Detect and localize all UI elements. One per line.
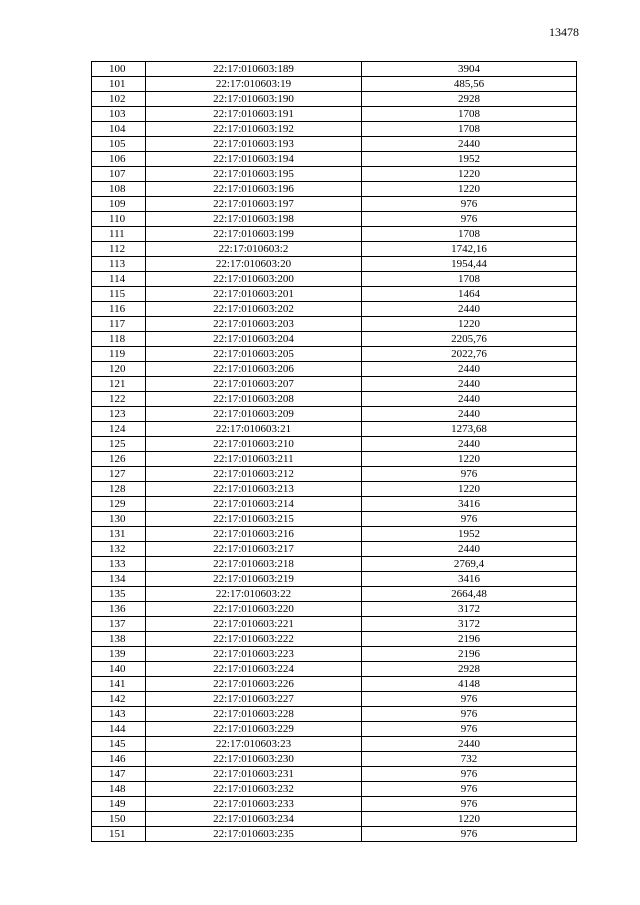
area-cell: 1220 bbox=[362, 812, 577, 827]
area-cell: 976 bbox=[362, 692, 577, 707]
area-cell: 976 bbox=[362, 782, 577, 797]
cadastral-number-cell: 22:17:010603:198 bbox=[146, 212, 362, 227]
row-number-cell: 133 bbox=[92, 557, 146, 572]
area-cell: 2205,76 bbox=[362, 332, 577, 347]
row-number-cell: 120 bbox=[92, 362, 146, 377]
table-row bbox=[92, 542, 577, 557]
cadastral-number-cell: 22:17:010603:235 bbox=[146, 827, 362, 842]
cadastral-number-cell: 22:17:010603:195 bbox=[146, 167, 362, 182]
row-number-cell: 148 bbox=[92, 782, 146, 797]
table-row bbox=[92, 452, 577, 467]
cadastral-number-cell: 22:17:010603:207 bbox=[146, 377, 362, 392]
cadastral-number-cell: 22:17:010603:196 bbox=[146, 182, 362, 197]
row-number-cell: 138 bbox=[92, 632, 146, 647]
area-cell: 1220 bbox=[362, 317, 577, 332]
cadastral-number-cell: 22:17:010603:22 bbox=[146, 587, 362, 602]
area-cell: 1273,68 bbox=[362, 422, 577, 437]
table-row bbox=[92, 827, 577, 842]
row-number-cell: 129 bbox=[92, 497, 146, 512]
table-row bbox=[92, 152, 577, 167]
cadastral-number-cell: 22:17:010603:218 bbox=[146, 557, 362, 572]
cadastral-number-cell: 22:17:010603:191 bbox=[146, 107, 362, 122]
table-row bbox=[92, 557, 577, 572]
row-number-cell: 128 bbox=[92, 482, 146, 497]
row-number-cell: 134 bbox=[92, 572, 146, 587]
row-number-cell: 115 bbox=[92, 287, 146, 302]
area-cell: 2440 bbox=[362, 542, 577, 557]
area-cell: 1708 bbox=[362, 122, 577, 137]
row-number-cell: 124 bbox=[92, 422, 146, 437]
row-number-cell: 140 bbox=[92, 662, 146, 677]
row-number-cell: 107 bbox=[92, 167, 146, 182]
area-cell: 3172 bbox=[362, 617, 577, 632]
row-number-cell: 106 bbox=[92, 152, 146, 167]
table-row bbox=[92, 767, 577, 782]
area-cell: 2928 bbox=[362, 92, 577, 107]
table-row bbox=[92, 107, 577, 122]
cadastral-number-cell: 22:17:010603:223 bbox=[146, 647, 362, 662]
table-row bbox=[92, 407, 577, 422]
table-row bbox=[92, 647, 577, 662]
area-cell: 1952 bbox=[362, 527, 577, 542]
row-number-cell: 103 bbox=[92, 107, 146, 122]
row-number-cell: 126 bbox=[92, 452, 146, 467]
cadastral-number-cell: 22:17:010603:201 bbox=[146, 287, 362, 302]
area-cell: 1220 bbox=[362, 167, 577, 182]
area-cell: 2928 bbox=[362, 662, 577, 677]
table-row bbox=[92, 122, 577, 137]
table-row bbox=[92, 62, 577, 77]
area-cell: 1220 bbox=[362, 182, 577, 197]
area-cell: 1954,44 bbox=[362, 257, 577, 272]
row-number-cell: 100 bbox=[92, 62, 146, 77]
area-cell: 2196 bbox=[362, 632, 577, 647]
table-row bbox=[92, 587, 577, 602]
area-cell: 2440 bbox=[362, 392, 577, 407]
row-number-cell: 125 bbox=[92, 437, 146, 452]
cadastral-number-cell: 22:17:010603:190 bbox=[146, 92, 362, 107]
area-cell: 1708 bbox=[362, 227, 577, 242]
row-number-cell: 123 bbox=[92, 407, 146, 422]
cadastral-number-cell: 22:17:010603:215 bbox=[146, 512, 362, 527]
area-cell: 976 bbox=[362, 197, 577, 212]
table-row bbox=[92, 677, 577, 692]
area-cell: 2769,4 bbox=[362, 557, 577, 572]
row-number-cell: 136 bbox=[92, 602, 146, 617]
area-cell: 2440 bbox=[362, 362, 577, 377]
table-row bbox=[92, 572, 577, 587]
cadastral-number-cell: 22:17:010603:193 bbox=[146, 137, 362, 152]
cadastral-number-cell: 22:17:010603:2 bbox=[146, 242, 362, 257]
area-cell: 1708 bbox=[362, 107, 577, 122]
area-cell: 1708 bbox=[362, 272, 577, 287]
area-cell: 976 bbox=[362, 212, 577, 227]
cadastral-number-cell: 22:17:010603:234 bbox=[146, 812, 362, 827]
area-cell: 3172 bbox=[362, 602, 577, 617]
area-cell: 2440 bbox=[362, 407, 577, 422]
row-number-cell: 150 bbox=[92, 812, 146, 827]
row-number-cell: 114 bbox=[92, 272, 146, 287]
table-row bbox=[92, 737, 577, 752]
cadastral-number-cell: 22:17:010603:231 bbox=[146, 767, 362, 782]
cadastral-number-cell: 22:17:010603:224 bbox=[146, 662, 362, 677]
row-number-cell: 116 bbox=[92, 302, 146, 317]
cadastral-number-cell: 22:17:010603:220 bbox=[146, 602, 362, 617]
table-row bbox=[92, 317, 577, 332]
cadastral-number-cell: 22:17:010603:214 bbox=[146, 497, 362, 512]
row-number-cell: 131 bbox=[92, 527, 146, 542]
row-number-cell: 111 bbox=[92, 227, 146, 242]
row-number-cell: 141 bbox=[92, 677, 146, 692]
row-number-cell: 135 bbox=[92, 587, 146, 602]
area-cell: 1742,16 bbox=[362, 242, 577, 257]
row-number-cell: 143 bbox=[92, 707, 146, 722]
area-cell: 3904 bbox=[362, 62, 577, 77]
table-row bbox=[92, 662, 577, 677]
table-row bbox=[92, 92, 577, 107]
area-cell: 3416 bbox=[362, 497, 577, 512]
table-row bbox=[92, 362, 577, 377]
area-cell: 1220 bbox=[362, 452, 577, 467]
row-number-cell: 108 bbox=[92, 182, 146, 197]
cadastral-number-cell: 22:17:010603:229 bbox=[146, 722, 362, 737]
area-cell: 976 bbox=[362, 827, 577, 842]
row-number-cell: 132 bbox=[92, 542, 146, 557]
cadastral-number-cell: 22:17:010603:20 bbox=[146, 257, 362, 272]
table-row bbox=[92, 632, 577, 647]
table-row bbox=[92, 302, 577, 317]
area-cell: 1220 bbox=[362, 482, 577, 497]
area-cell: 1952 bbox=[362, 152, 577, 167]
table-row bbox=[92, 272, 577, 287]
row-number-cell: 139 bbox=[92, 647, 146, 662]
area-cell: 2440 bbox=[362, 137, 577, 152]
cadastral-number-cell: 22:17:010603:221 bbox=[146, 617, 362, 632]
table-row bbox=[92, 332, 577, 347]
table-row bbox=[92, 482, 577, 497]
cadastral-number-cell: 22:17:010603:216 bbox=[146, 527, 362, 542]
cadastral-table bbox=[91, 61, 577, 842]
row-number-cell: 119 bbox=[92, 347, 146, 362]
area-cell: 485,56 bbox=[362, 77, 577, 92]
table-row bbox=[92, 797, 577, 812]
row-number-cell: 149 bbox=[92, 797, 146, 812]
table-row bbox=[92, 77, 577, 92]
row-number-cell: 151 bbox=[92, 827, 146, 842]
table-row bbox=[92, 137, 577, 152]
row-number-cell: 137 bbox=[92, 617, 146, 632]
cadastral-number-cell: 22:17:010603:200 bbox=[146, 272, 362, 287]
area-cell: 2440 bbox=[362, 302, 577, 317]
cadastral-number-cell: 22:17:010603:230 bbox=[146, 752, 362, 767]
row-number-cell: 112 bbox=[92, 242, 146, 257]
table-row bbox=[92, 212, 577, 227]
cadastral-number-cell: 22:17:010603:21 bbox=[146, 422, 362, 437]
cadastral-number-cell: 22:17:010603:227 bbox=[146, 692, 362, 707]
row-number-cell: 121 bbox=[92, 377, 146, 392]
cadastral-number-cell: 22:17:010603:208 bbox=[146, 392, 362, 407]
table-row bbox=[92, 617, 577, 632]
area-cell: 976 bbox=[362, 722, 577, 737]
area-cell: 2440 bbox=[362, 737, 577, 752]
table-row bbox=[92, 242, 577, 257]
cadastral-number-cell: 22:17:010603:205 bbox=[146, 347, 362, 362]
row-number-cell: 102 bbox=[92, 92, 146, 107]
area-cell: 976 bbox=[362, 512, 577, 527]
table-row bbox=[92, 392, 577, 407]
area-cell: 2440 bbox=[362, 437, 577, 452]
area-cell: 732 bbox=[362, 752, 577, 767]
area-cell: 4148 bbox=[362, 677, 577, 692]
row-number-cell: 122 bbox=[92, 392, 146, 407]
cadastral-number-cell: 22:17:010603:206 bbox=[146, 362, 362, 377]
table-row bbox=[92, 467, 577, 482]
area-cell: 2022,76 bbox=[362, 347, 577, 362]
table-row bbox=[92, 347, 577, 362]
cadastral-number-cell: 22:17:010603:192 bbox=[146, 122, 362, 137]
table-row bbox=[92, 782, 577, 797]
row-number-cell: 127 bbox=[92, 467, 146, 482]
row-number-cell: 117 bbox=[92, 317, 146, 332]
area-cell: 976 bbox=[362, 797, 577, 812]
row-number-cell: 110 bbox=[92, 212, 146, 227]
table-row bbox=[92, 512, 577, 527]
cadastral-number-cell: 22:17:010603:204 bbox=[146, 332, 362, 347]
cadastral-number-cell: 22:17:010603:209 bbox=[146, 407, 362, 422]
row-number-cell: 142 bbox=[92, 692, 146, 707]
cadastral-number-cell: 22:17:010603:233 bbox=[146, 797, 362, 812]
area-cell: 2196 bbox=[362, 647, 577, 662]
area-cell: 976 bbox=[362, 707, 577, 722]
table-row bbox=[92, 527, 577, 542]
row-number-cell: 146 bbox=[92, 752, 146, 767]
table-row bbox=[92, 497, 577, 512]
table-row bbox=[92, 437, 577, 452]
table-row bbox=[92, 227, 577, 242]
cadastral-number-cell: 22:17:010603:217 bbox=[146, 542, 362, 557]
cadastral-number-cell: 22:17:010603:199 bbox=[146, 227, 362, 242]
area-cell: 2440 bbox=[362, 377, 577, 392]
table-row bbox=[92, 752, 577, 767]
cadastral-number-cell: 22:17:010603:211 bbox=[146, 452, 362, 467]
row-number-cell: 105 bbox=[92, 137, 146, 152]
row-number-cell: 118 bbox=[92, 332, 146, 347]
table-row bbox=[92, 182, 577, 197]
area-cell: 3416 bbox=[362, 572, 577, 587]
cadastral-number-cell: 22:17:010603:23 bbox=[146, 737, 362, 752]
table-row bbox=[92, 812, 577, 827]
table-row bbox=[92, 722, 577, 737]
page-number: 13478 bbox=[549, 25, 579, 39]
cadastral-number-cell: 22:17:010603:19 bbox=[146, 77, 362, 92]
cadastral-number-cell: 22:17:010603:203 bbox=[146, 317, 362, 332]
cadastral-number-cell: 22:17:010603:189 bbox=[146, 62, 362, 77]
row-number-cell: 130 bbox=[92, 512, 146, 527]
area-cell: 1464 bbox=[362, 287, 577, 302]
table-row bbox=[92, 197, 577, 212]
table-row bbox=[92, 602, 577, 617]
cadastral-number-cell: 22:17:010603:202 bbox=[146, 302, 362, 317]
row-number-cell: 101 bbox=[92, 77, 146, 92]
cadastral-number-cell: 22:17:010603:210 bbox=[146, 437, 362, 452]
row-number-cell: 109 bbox=[92, 197, 146, 212]
cadastral-number-cell: 22:17:010603:228 bbox=[146, 707, 362, 722]
table-row bbox=[92, 257, 577, 272]
cadastral-number-cell: 22:17:010603:194 bbox=[146, 152, 362, 167]
table-row bbox=[92, 287, 577, 302]
table-row bbox=[92, 692, 577, 707]
row-number-cell: 147 bbox=[92, 767, 146, 782]
row-number-cell: 104 bbox=[92, 122, 146, 137]
row-number-cell: 144 bbox=[92, 722, 146, 737]
cadastral-number-cell: 22:17:010603:197 bbox=[146, 197, 362, 212]
area-cell: 2664,48 bbox=[362, 587, 577, 602]
table-row bbox=[92, 167, 577, 182]
area-cell: 976 bbox=[362, 767, 577, 782]
area-cell: 976 bbox=[362, 467, 577, 482]
cadastral-number-cell: 22:17:010603:219 bbox=[146, 572, 362, 587]
row-number-cell: 145 bbox=[92, 737, 146, 752]
cadastral-table-body bbox=[92, 62, 577, 842]
cadastral-number-cell: 22:17:010603:222 bbox=[146, 632, 362, 647]
row-number-cell: 113 bbox=[92, 257, 146, 272]
cadastral-number-cell: 22:17:010603:213 bbox=[146, 482, 362, 497]
cadastral-number-cell: 22:17:010603:232 bbox=[146, 782, 362, 797]
cadastral-number-cell: 22:17:010603:212 bbox=[146, 467, 362, 482]
table-row bbox=[92, 707, 577, 722]
table-row bbox=[92, 377, 577, 392]
cadastral-number-cell: 22:17:010603:226 bbox=[146, 677, 362, 692]
table-row bbox=[92, 422, 577, 437]
